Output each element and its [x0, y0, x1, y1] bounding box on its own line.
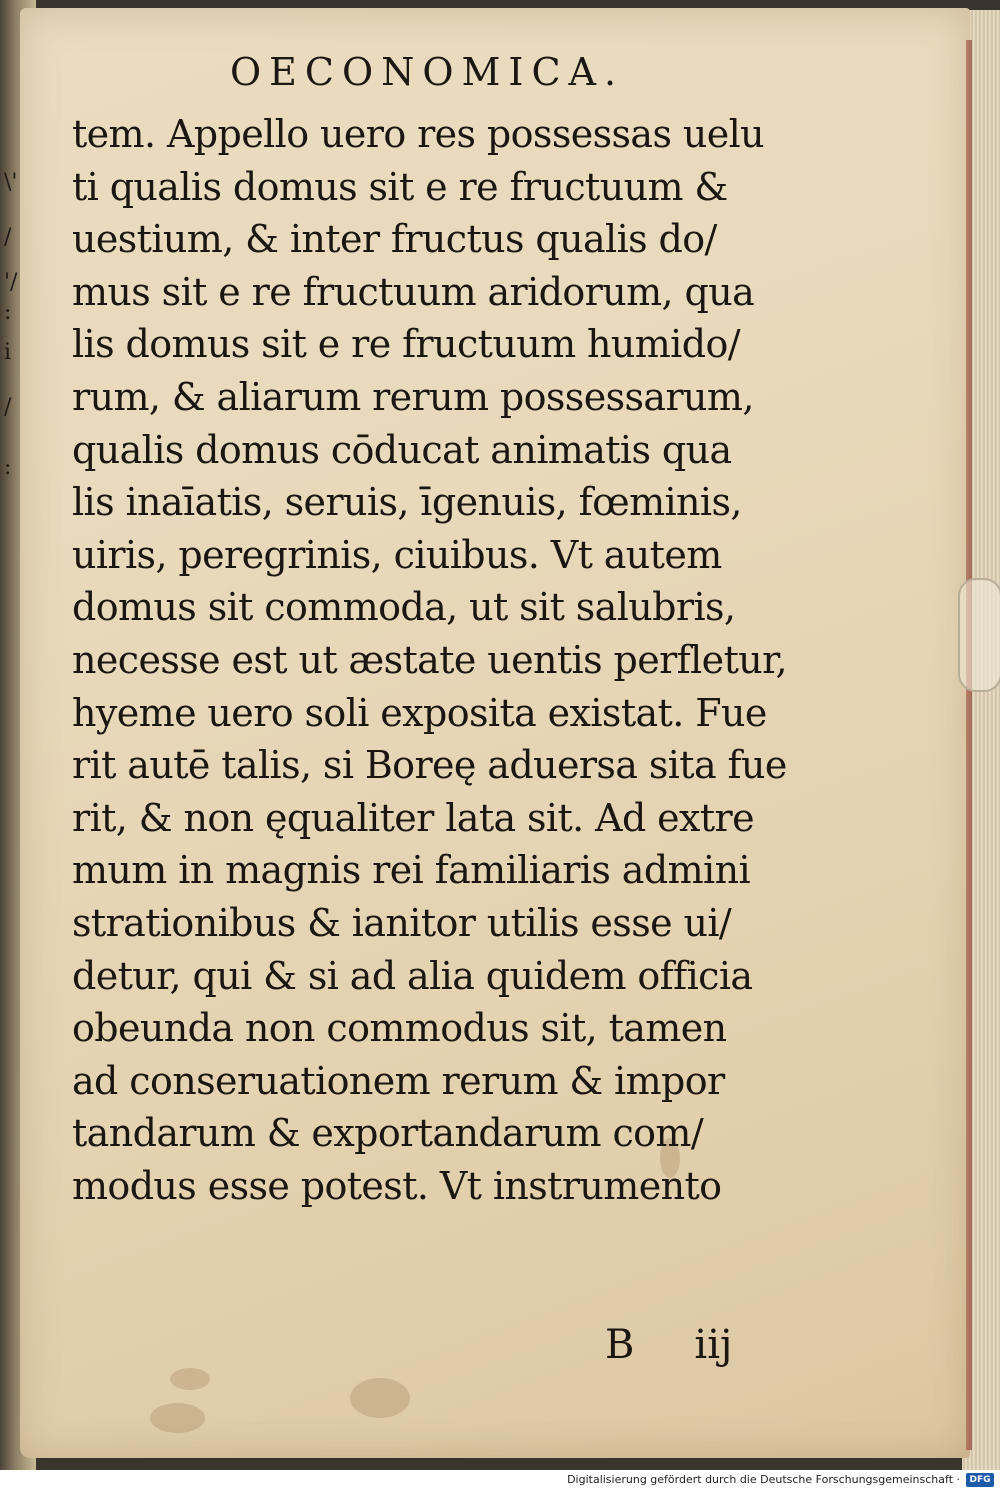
text-line: obeunda non commodus sit, tamen — [72, 1006, 727, 1051]
page-tab — [958, 578, 1000, 692]
text-line: necesse est ut æstate uentis perfletur, — [72, 637, 787, 682]
left-margin-mark: i — [4, 340, 12, 365]
paper-stain — [170, 1368, 210, 1390]
left-margin-mark: : — [4, 300, 12, 325]
left-margin-mark: / — [4, 225, 12, 250]
text-line: rum, & aliarum rerum possessarum, — [72, 374, 754, 419]
text-line: mus sit e re fructuum aridorum, qua — [72, 269, 755, 314]
text-line: tandarum & exportandarum com/ — [72, 1111, 704, 1156]
running-header: OECONOMICA. — [230, 50, 625, 94]
text-line: lis domus sit e re fructuum humido/ — [72, 322, 740, 367]
red-page-edge — [966, 40, 972, 1450]
text-line: hyeme uero soli exposita existat. Fue — [72, 690, 767, 735]
paper-stain — [150, 1403, 205, 1433]
text-line: ti qualis domus sit e re fructuum & — [72, 164, 728, 209]
body-text — [72, 108, 812, 1212]
text-line: rit, & non ęqualiter lata sit. Ad extre — [72, 795, 754, 840]
text-line: modus esse potest. Vt instrumento — [72, 1163, 722, 1208]
left-margin-mark: / — [4, 395, 12, 420]
text-line: uestium, & inter fructus qualis do/ — [72, 217, 717, 262]
text-line: lis inaīatis, seruis, īgenuis, fœminis, — [72, 480, 742, 525]
text-line: strationibus & ianitor utilis esse ui/ — [72, 900, 732, 945]
text-line: mum in magnis rei familiaris admini — [72, 848, 750, 893]
text-line: uiris, peregrinis, ciuibus. Vt autem — [72, 532, 722, 577]
text-line: detur, qui & si ad alia quidem officia — [72, 953, 753, 998]
signature-letter: B — [605, 1322, 635, 1368]
text-line: ad conseruationem rerum & impor — [72, 1058, 725, 1103]
signature-mark — [605, 1322, 732, 1368]
paper-stain — [350, 1378, 410, 1418]
signature-number: iij — [694, 1322, 733, 1368]
left-margin-mark: '/ — [4, 270, 18, 295]
text-line: tem. Appello uero res possessas uelu — [72, 112, 765, 156]
left-margin-mark: \' — [4, 170, 18, 195]
text-line: rit autē talis, si Boreę aduersa sita fue — [72, 743, 787, 788]
left-margin-mark: : — [4, 455, 12, 480]
text-line: domus sit commoda, ut sit salubris, — [72, 585, 736, 630]
funding-notice: Digitalisierung gefördert durch die Deutsche Forschungsgemeinschaft · — [567, 1473, 960, 1486]
dfg-logo-icon: DFG — [966, 1473, 994, 1487]
footer-bar — [0, 1470, 1000, 1492]
text-line: qualis domus cōducat animatis qua — [72, 427, 732, 472]
